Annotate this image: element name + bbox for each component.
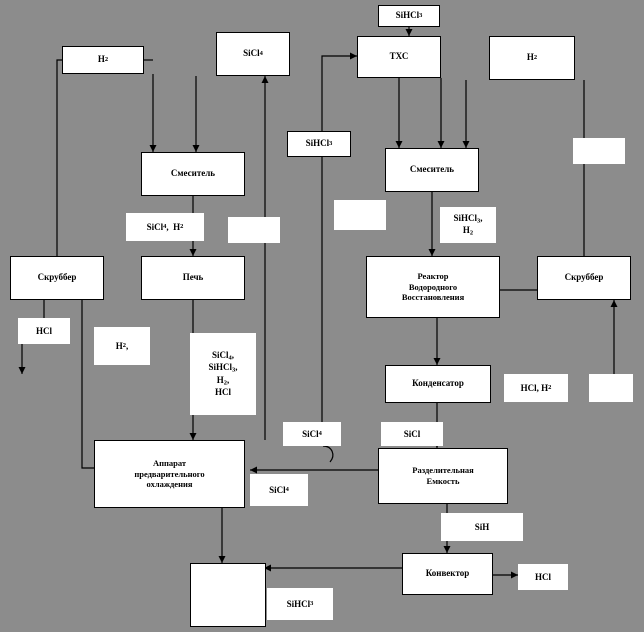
block-konvektor[interactable]: Конвектор [402, 553, 493, 595]
label-hcl-left: HCl [18, 318, 70, 344]
label-sih: SiH [441, 513, 523, 541]
block-skrubber-right[interactable]: Скруббер [537, 256, 631, 300]
block-h2-right[interactable]: H 2 [489, 36, 575, 80]
label-h2-left: H 2 , [94, 327, 150, 365]
block-sicl4-top[interactable]: SiCl 4 [216, 32, 290, 76]
block-txc[interactable]: ТХС [357, 36, 441, 78]
label-sicl4-2: SiCl 4 [250, 474, 308, 506]
block-reaktor[interactable]: Реактор Водородного Восстановления [366, 256, 500, 318]
label-sicl4-mid: SiCl 4 [283, 422, 341, 446]
block-sihcl3-mid[interactable]: SiHCl 3 [287, 131, 351, 157]
block-razdelitelnaya[interactable]: Разделительная Емкость [378, 448, 508, 504]
block-kondensator[interactable]: Конденсатор [385, 365, 491, 403]
block-smesitel-right[interactable]: Смеситель [385, 148, 479, 192]
block-h2-left[interactable]: H 2 [62, 46, 144, 74]
block-smesitel-left[interactable]: Смеситель [141, 152, 245, 196]
label-sihcl3-h2: SiHCl$_3$, $H_2$ [440, 207, 496, 243]
block-skrubber-left[interactable]: Скруббер [10, 256, 104, 300]
block-sihcl3-top[interactable]: SiHCl 3 [378, 5, 440, 27]
label-sihcl3-bottom: SiHCl 3 [267, 588, 333, 620]
block-pech[interactable]: Печь [141, 256, 245, 300]
block-apparat[interactable]: Аппарат предварительного охлаждения [94, 440, 245, 508]
label-hcl-h2: HCl, H 2 [504, 374, 568, 402]
label-mixture: SiCl$_4$, SiHCl$_3$, $H_2$, HCl [190, 333, 256, 415]
block-blank-right-top [573, 138, 625, 164]
block-blank-right-mid [589, 374, 633, 402]
block-blank-mid-2 [334, 200, 386, 230]
label-sicl: SiCl [381, 422, 443, 446]
label-hcl-right: HCl [518, 564, 568, 590]
label-sicl4-h2: SiCl 4 , H 2 [126, 213, 204, 241]
block-blank-mid-1 [228, 217, 280, 243]
block-blank-bottom [190, 563, 266, 627]
